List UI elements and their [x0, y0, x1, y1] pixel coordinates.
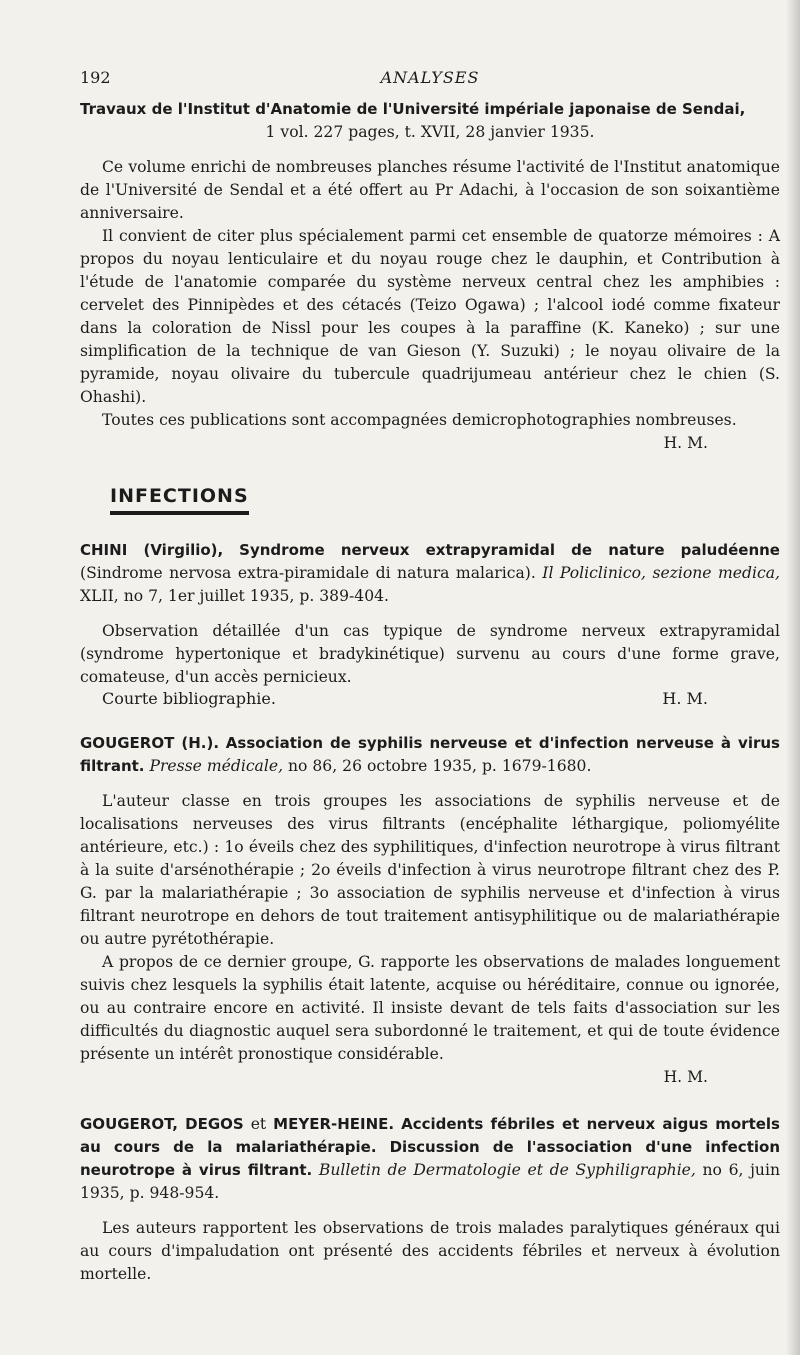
entry-author: CHINI (Virgilio), [80, 541, 224, 559]
running-head [80, 68, 780, 98]
bibliography-note: Courte bibliographie. [102, 689, 276, 708]
entry-journal: Il Policlinico, sezione medica, [542, 564, 780, 582]
entry-chini [80, 539, 780, 708]
entry-heading [80, 98, 780, 121]
page-content [80, 68, 780, 1286]
page-number: 192 [80, 68, 111, 87]
entry-conjunction: et [250, 1115, 267, 1133]
entry-heading [80, 539, 780, 608]
signature: H. M. [663, 434, 708, 452]
entry-gougerot [80, 732, 780, 1089]
entry-reference: XLII, no 7, 1er juillet 1935, p. 389-404. [80, 587, 390, 605]
entry-title: Association de syphilis nerveuse et d'infection nerveuse à virus filtrant. [80, 734, 780, 775]
entry-journal: Bulletin de Dermatologie et de Syphiligraphie, [318, 1161, 696, 1179]
paragraph: L'auteur classe en trois groupes les associations de syphilis nerveuse et de localisations nerveuses des virus filtrants (encéphalite léthargique, poliomyélite antérieure, etc.) : 1o éveils chez des syphilitiques, d'infection neurotrope à virus filtrant à la suite d'arsénothérapie ; 2o éveils d'infection à virus neurotrope filtrant chez des P. G. par la malariathérapie ; 3o association de syphilis nerveuse et d'infection à virus filtrant neurotrope en dehors de tout traitement antisyphilitique ou de malariathérapie ou autre pyrétothérapie. [80, 792, 780, 948]
paragraph: Les auteurs rapportent les observations de trois malades paralytiques généraux qui au cours d'impaludation ont présenté des accidents fébriles et nerveux à évolution mortelle. [80, 1219, 780, 1283]
entry-reference: no 6, juin 1935, p. 948-954. [80, 1161, 780, 1202]
entry-original-title: (Sindrome nervosa extra-piramidale di natura malarica). [80, 564, 536, 582]
paragraph: Ce volume enrichi de nombreuses planches résume l'activité de l'Institut anatomique de l'Université de Sendal et a été offert au Pr Adachi, à l'occasion de son soixantième anniversaire. [80, 158, 780, 222]
paragraph: A propos de ce dernier groupe, G. rapporte les observations de malades longuement suivis chez lesquels la syphilis était latente, acquise ou héréditaire, connue ou ignorée, ou au contraire encore en activité. Il insiste devant de tels faits d'association sur les difficultés du diagnostic auquel sera subordonné le traitement, et qui de toute évidence présente un intérêt pronostique considérable. [80, 953, 780, 1063]
entry-author: GOUGEROT (H.). [80, 734, 220, 752]
entry-title: Travaux de l'Institut d'Anatomie de l'Université impériale japonaise de Sendai, [80, 100, 746, 118]
entry-sendai [80, 98, 780, 455]
entry-title: Syndrome nerveux extrapyramidal de nature paludéenne [239, 541, 780, 559]
paragraph: Observation détaillée d'un cas typique de syndrome nerveux extrapyramidal (syndrome hypertonique et bradykinétique) survenu au cours d'une forme grave, comateuse, d'un accès pernicieux. [80, 622, 780, 686]
entry-title: Accidents fébriles et nerveux aigus mortels au cours de la malariathérapie. Discussion de l'association d'une infection neurotrope à virus filtrant. [80, 1115, 780, 1179]
entry-gougerot-degos [80, 1113, 780, 1286]
entry-heading [80, 1113, 780, 1205]
entry-reference: no 86, 26 octobre 1935, p. 1679-1680. [288, 757, 592, 775]
signature: H. M. [663, 1068, 708, 1086]
entry-journal: Presse médicale, [149, 757, 284, 775]
entry-authors-2: MEYER-HEINE. [273, 1115, 395, 1133]
running-title: ANALYSES [380, 68, 480, 87]
page-edge-shadow [786, 0, 800, 1355]
entry-heading [80, 732, 780, 778]
section-heading-infections: INFECTIONS [110, 485, 249, 515]
signature: H. M. [662, 689, 708, 708]
paragraph: Il convient de citer plus spécialement parmi cet ensemble de quatorze mémoires : A propos du noyau lenticulaire et du noyau rouge chez le dauphin, et Contribution à l'étude de l'anatomie comparée du système nerveux central chez les amphibies : cervelet des Pinnipèdes et des cétacés (Teizo Ogawa) ; l'alcool iodé comme fixateur dans la coloration de Nissl pour les coupes à la paraffine (K. Kaneko) ; sur une simplification de la technique de van Gieson (Y. Suzuki) ; le noyau olivaire de la pyramide, noyau olivaire du tubercule quadrijumeau antérieur chez le chien (S. Ohashi). [80, 227, 780, 406]
closing-line [80, 689, 780, 708]
paragraph: Toutes ces publications sont accompagnées demicrophotographies nombreuses. [102, 411, 737, 429]
entry-authors: GOUGEROT, DEGOS [80, 1115, 244, 1133]
entry-subtitle: 1 vol. 227 pages, t. XVII, 28 janvier 1935. [265, 123, 595, 141]
